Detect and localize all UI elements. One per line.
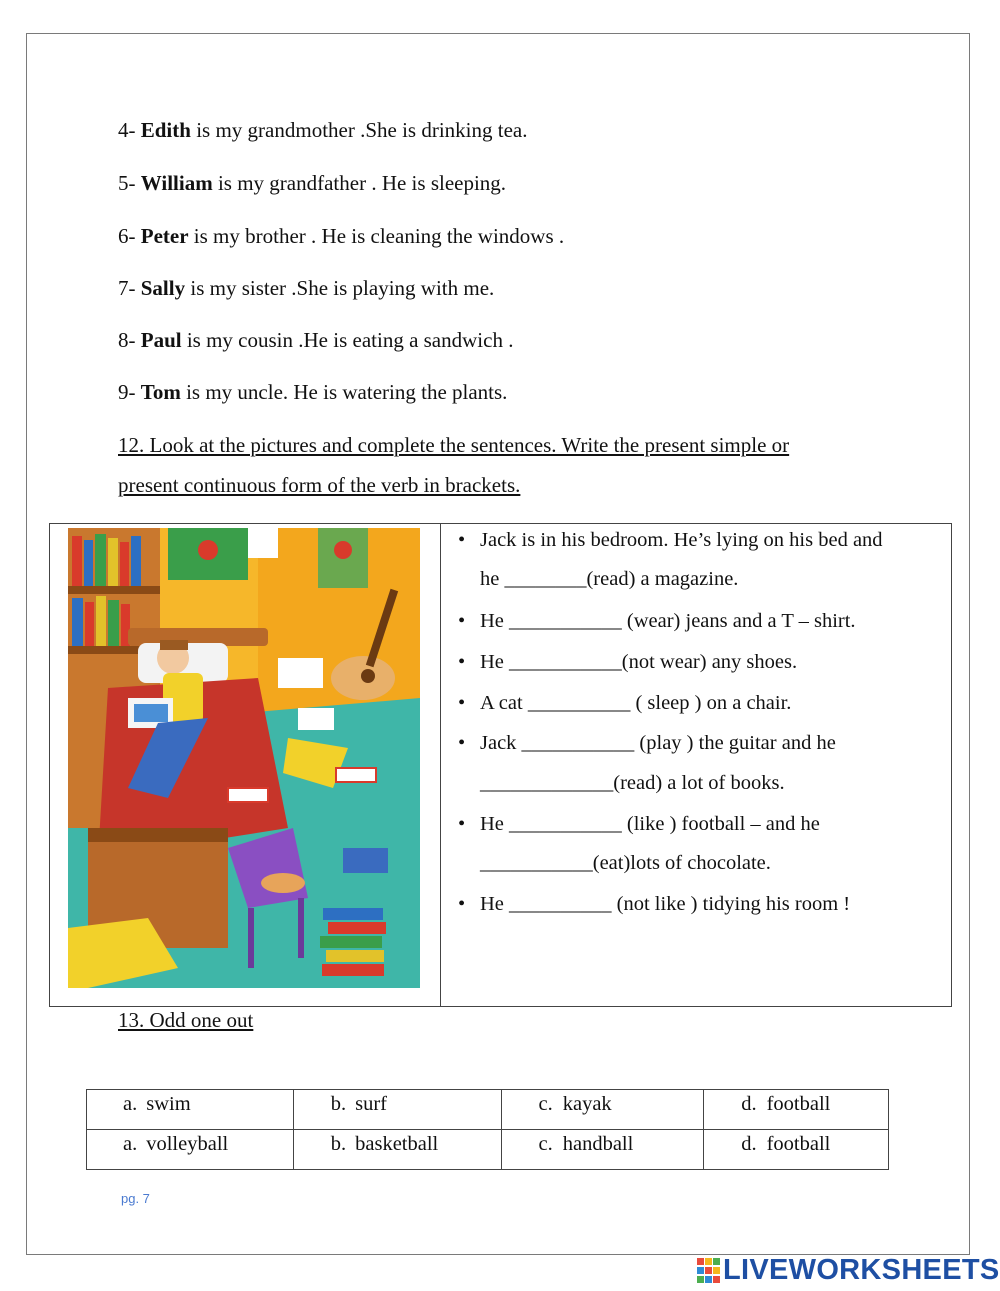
table-cell: b. surf [293, 1090, 501, 1130]
table-cell: b. basketball [293, 1130, 501, 1170]
table-row [87, 1130, 889, 1170]
family-line-5: 5- William is my grandfather . He is sleeping. [118, 171, 507, 195]
bullet-icon: • [458, 732, 466, 754]
sentence-5-cont: _____________(read) a lot of books. [480, 772, 785, 794]
bullet-icon: • [458, 813, 466, 835]
liveworksheets-logo[interactable] [697, 1254, 1000, 1286]
family-line-7: 7- Sally is my sister .She is playing with me. [118, 276, 495, 300]
exercise-12-table: • Jack is in his bedroom. He’s lying on his bed and he ________(read) a magazine. • He ___________ (wear) jeans and a T – shirt. • He ___________(not wear) any shoes. • A cat __________ ( sleep ) on a chair. • Jack ___________ (play ) the guitar and he _____________(read) a lot of books. • He ___________ (like ) football – and he ___________(eat)lots of chocolate. • He __________ (not like ) tidying his room ! [49, 523, 952, 1007]
odd-one-out-table [86, 1089, 889, 1170]
table-cell: d. football [704, 1130, 889, 1170]
table-cell: c. kayak [501, 1090, 704, 1130]
exercise-12-instruction-line1: 12. Look at the pictures and complete the sentences. Write the present simple or [118, 433, 790, 457]
family-line-6: 6- Peter is my brother . He is cleaning the windows . [118, 224, 565, 248]
logo-text: LIVEWORKSHEETS [723, 1254, 1000, 1286]
bullet-icon: • [458, 893, 466, 915]
bullet-icon: • [458, 610, 466, 632]
table-cell: a. volleyball [87, 1130, 294, 1170]
sentence-6-cont: ___________(eat)lots of chocolate. [480, 852, 771, 874]
table-divider [440, 524, 441, 1006]
family-line-4: 4- Edith is my grandmother .She is drinking tea. [118, 118, 528, 142]
bullet-icon: • [458, 692, 466, 714]
bullet-icon: • [458, 651, 466, 673]
bullet-icon: • [458, 529, 466, 551]
messy-bedroom-illustration [68, 528, 420, 988]
table-cell: a. swim [87, 1090, 294, 1130]
table-row [87, 1090, 889, 1130]
exercise-13-title: 13. Odd one out [118, 1008, 254, 1032]
family-line-8: 8- Paul is my cousin .He is eating a sandwich . [118, 328, 514, 352]
exercise-12-instruction-line2: present continuous form of the verb in brackets. [118, 473, 521, 497]
family-line-9: 9- Tom is my uncle. He is watering the plants. [118, 380, 508, 404]
table-cell: d. football [704, 1090, 889, 1130]
page-number: pg. 7 [121, 1191, 150, 1206]
sentence-1-cont: he ________(read) a magazine. [480, 568, 739, 590]
table-cell: c. handball [501, 1130, 704, 1170]
logo-blocks-icon [697, 1258, 721, 1284]
